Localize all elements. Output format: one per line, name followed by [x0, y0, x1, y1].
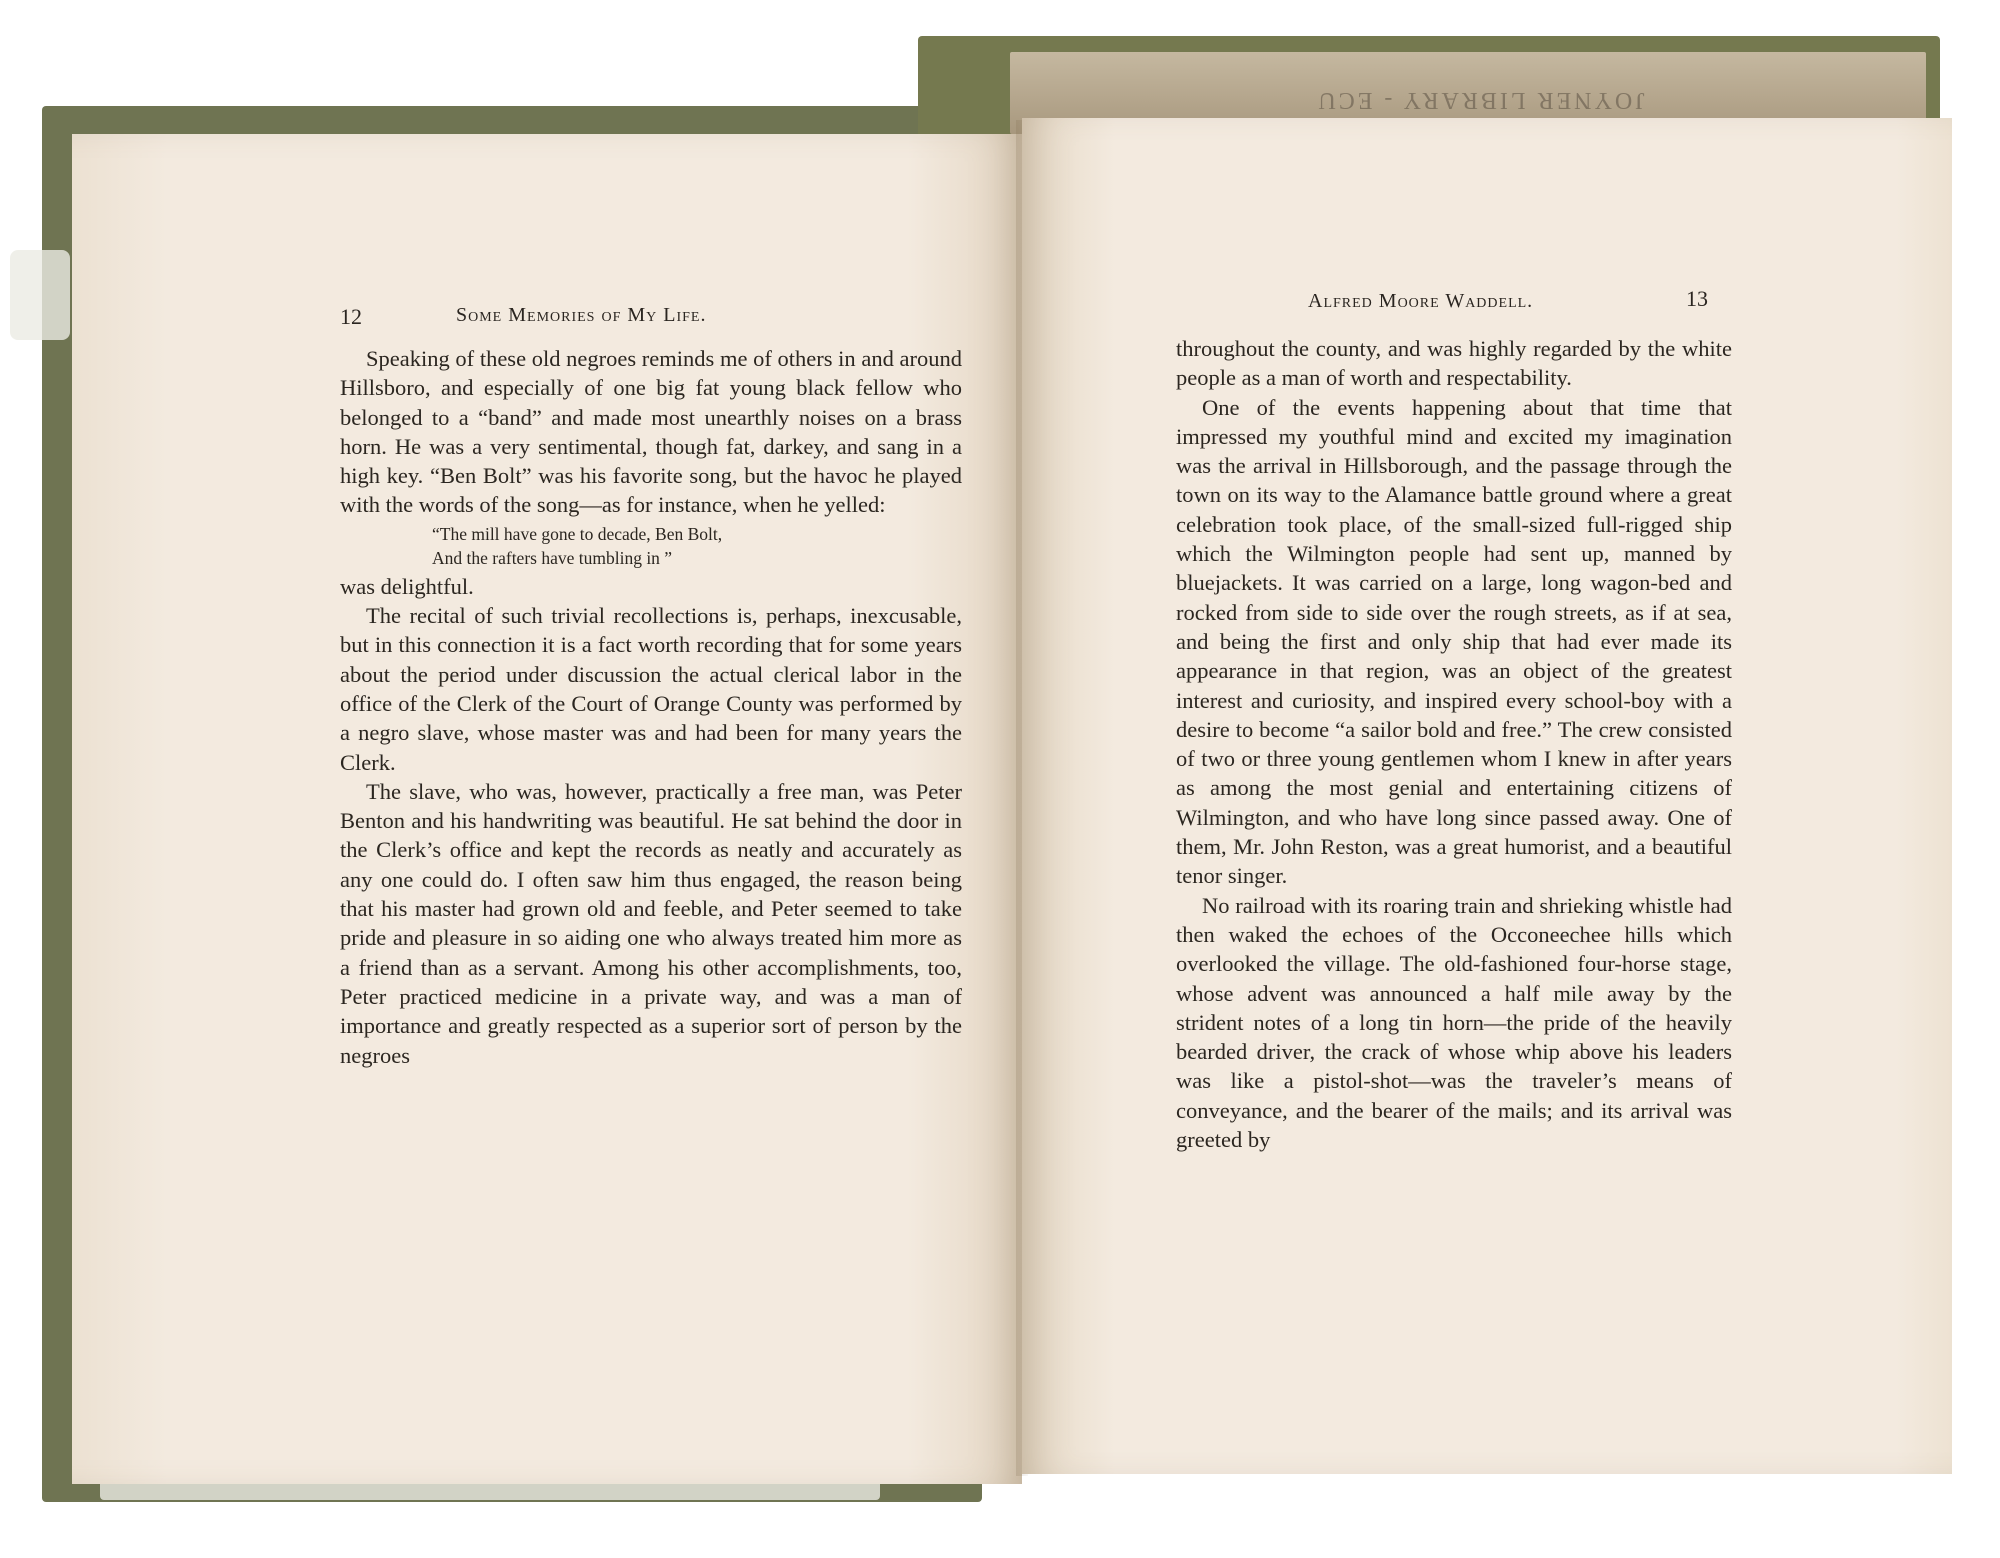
left-page	[72, 134, 1022, 1484]
left-running-head: Some Memories of My Life.	[456, 304, 707, 326]
paragraph: No railroad with its roaring train and shrieking whistle had then waked the echoes of the Occoneechee hills which overlooked the village. The old-fashioned four-horse stage, whose advent was announced a half mile away by the strident notes of a long tin horn—the pride of the heavily bearded driver, the crack of whose whip above his leaders was like a pistol-shot—was the traveler’s means of conveyance, and the bearer of the mails; and its arrival was greeted by	[1176, 892, 1732, 1153]
paragraph: The slave, who was, however, practically a free man, was Peter Benton and his handwriting was beautiful. He sat behind the door in the Clerk’s office and kept the records as neatly and accurately as any one could do. I often saw him thus engaged, the reason being that his master had grown old and feeble, and Peter seemed to take pride and pleasure in so aiding one who always treated him more as a friend than as a servant. Among his other accomplishments, too, Peter practiced medicine in a private way, and was a man of importance and greatly respected as a superior sort of person by the negroes	[340, 778, 962, 1068]
paragraph-continuation: throughout the county, and was highly regarded by the white people as a man of worth and respectability.	[1176, 336, 1732, 391]
quote-line: “The mill have gone to decade, Ben Bolt,	[432, 523, 723, 544]
left-page-body	[340, 344, 962, 1070]
paragraph: The recital of such trivial recollections is, perhaps, inexcusable, but in this connection it is a fact worth recording that for some years about the period under discussion the actual clerical labor in the office of the Clerk of the Court of Orange County was performed by a negro slave, whose master was and had been for many years the Clerk.	[340, 603, 962, 775]
paragraph-continuation: was delightful.	[340, 573, 474, 599]
right-running-head: Alfred Moore Waddell.	[1308, 290, 1534, 312]
right-page-number: 13	[1686, 286, 1708, 311]
tape-fragment	[10, 250, 70, 340]
paragraph: Speaking of these old negroes reminds me of others in and around Hillsboro, and especially of one big fat young black fellow who belonged to a “band” and made most unearthly noises on a brass horn. He was a very sentimental, though fat, darkey, and sang in a high key. “Ben Bolt” was his favorite song, but the havoc he played with the words of the song—as for instance, when he yelled:	[340, 346, 962, 518]
verse-quote	[432, 522, 962, 570]
edge-stamp: JOYNER LIBRARY - ECU	[1315, 87, 1645, 113]
paragraph: One of the events happening about that time that impressed my youthful mind and excited my imagination was the arrival in Hillsborough, and the passage through the town on its way to the Alamance battle ground where a great celebration took place, of the small-sized full-rigged ship which the Wilmington people had sent up, manned by bluejackets. It was carried on a large, long wagon-bed and rocked from side to side over the rough streets, as if at sea, and being the first and only ship that had ever made its appearance in that region, was an object of the greatest interest and curiosity, and inspired every school-boy with a desire to become “a sailor bold and free.” The crew consisted of two or three young gentlemen whom I knew in after years as among the most genial and entertaining citizens of Wilmington, and who have long since passed away. One of them, Mr. John Reston, was a great humorist, and a beautiful tenor singer.	[1176, 394, 1732, 889]
left-page-number: 12	[340, 304, 362, 329]
quote-line: And the rafters have tumbling in ”	[432, 547, 673, 568]
right-page	[1022, 118, 1952, 1474]
right-page-body	[1176, 334, 1732, 1154]
